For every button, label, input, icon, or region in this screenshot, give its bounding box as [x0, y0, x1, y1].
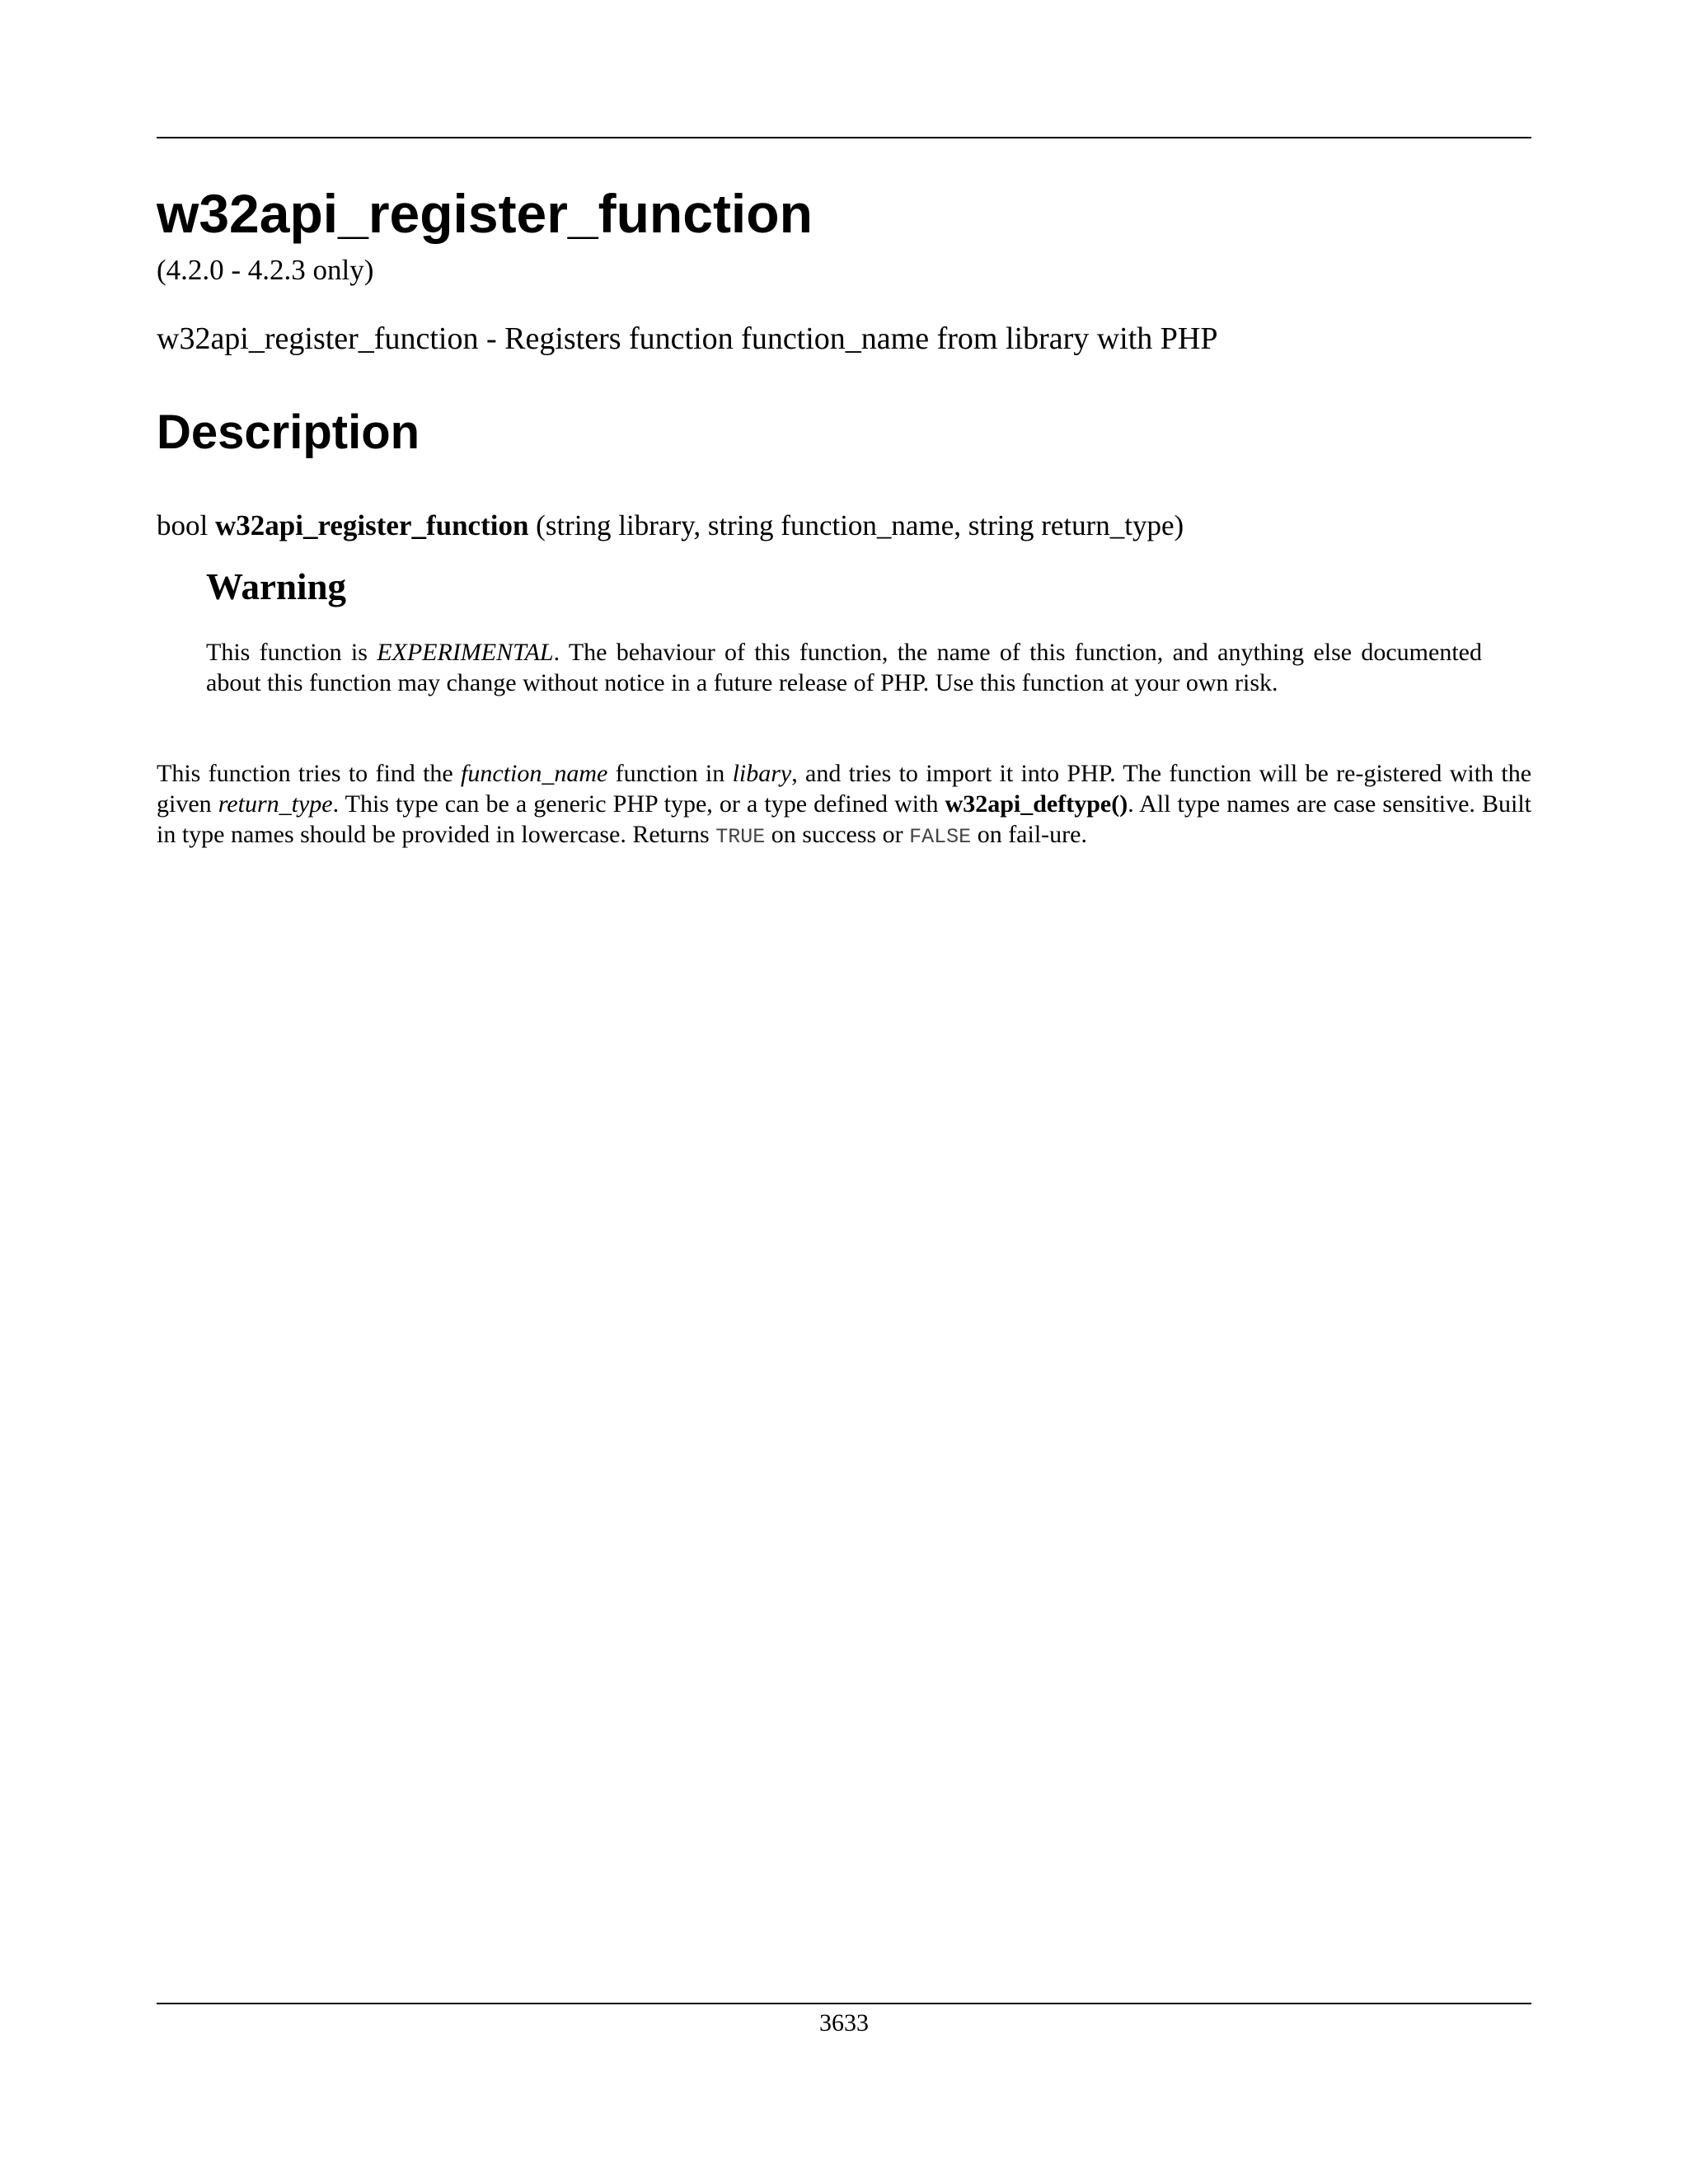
header-rule: [157, 137, 1531, 138]
paragraph-text: function in: [607, 760, 733, 787]
page-title: w32api_register_function: [157, 183, 813, 244]
description-paragraph: [157, 758, 1531, 852]
param-function-name: function_name: [461, 760, 608, 787]
synopsis-return-type: bool: [157, 509, 209, 541]
page-number: 3633: [819, 2009, 869, 2036]
synopsis-params: (string library, string function_name, string return_type): [536, 509, 1184, 541]
footer-rule: [157, 2003, 1531, 2004]
paragraph-text: on fail-ure.: [971, 821, 1087, 848]
paragraph-text: . All type names are case sensitive. Built in type names should be provided in lowercase. Returns: [157, 790, 1531, 848]
warning-box: [206, 566, 1482, 698]
paragraph-text: , and tries to import it into PHP. The function will be re-gistered with the given: [157, 760, 1532, 818]
function-synopsis: [157, 511, 1184, 540]
warning-text-part: This function is: [206, 639, 377, 666]
paragraph-text: . This type can be a generic PHP type, or a type defined with: [332, 790, 945, 818]
experimental-emphasis: EXPERIMENTAL: [377, 639, 554, 666]
warning-text: [206, 637, 1482, 698]
description-heading: Description: [157, 405, 420, 459]
refname-purpose: w32api_register_function - Registers function function_name from library with PHP: [157, 321, 1218, 356]
document-page: [157, 0, 1531, 2184]
version-info: (4.2.0 - 4.2.3 only): [157, 254, 374, 286]
synopsis-function-name: w32api_register_function: [214, 509, 529, 541]
param-library: libary: [732, 760, 792, 787]
paragraph-text: This function tries to find the: [157, 760, 462, 787]
true-constant: TRUE: [715, 825, 766, 849]
param-return-type: return_type: [218, 790, 333, 818]
deftype-function-link: w32api_deftype(): [945, 790, 1128, 818]
paragraph-text: on success or: [765, 821, 910, 848]
warning-heading: Warning: [206, 566, 347, 607]
false-constant: FALSE: [909, 825, 972, 849]
warning-text-part: . The behaviour of this function, the name of this function, and anything else documented about this function may change without notice in a future release of PHP. Use this function at your own risk.: [206, 639, 1482, 696]
